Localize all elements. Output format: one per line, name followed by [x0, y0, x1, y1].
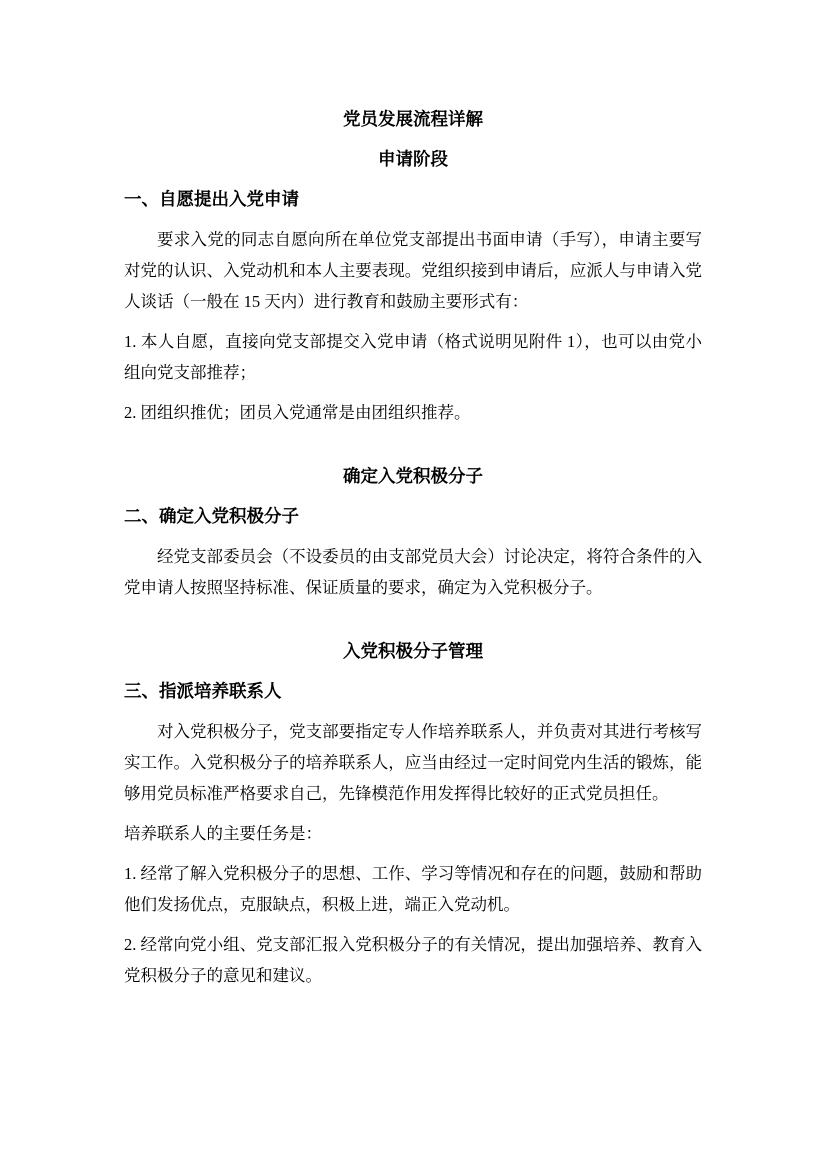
document-title: 党员发展流程详解 — [343, 109, 483, 129]
section-heading-3-assign-contact-person: 三、指派培养联系人 — [124, 681, 282, 701]
paragraph-application-intro: 要求入党的同志自愿向所在单位党支部提出书面申请（手写），申请主要写对党的认识、入党动机和本人主要表现。党组织接到申请后，应派人与申请入党人谈话（一般在 15 天内）进行教育和鼓励主要形式有： — [124, 230, 702, 311]
list-item-contact-task-1: 1. 经常了解入党积极分子的思想、工作、学习等情况和存在的问题，鼓励和帮助他们发扬优点，克服缺点，积极上进，端正入党动机。 — [124, 864, 702, 914]
paragraph-contact-person-tasks-lead: 培养联系人的主要任务是： — [124, 824, 322, 843]
stage-title-activist-determination: 确定入党积极分子 — [343, 466, 483, 486]
paragraph-activist-determination: 经党支部委员会（不设委员的由支部党员大会）讨论决定，将符合条件的入党申请人按照坚持标准、保证质量的要求，确定为入党积极分子。 — [124, 547, 702, 597]
list-item-contact-task-2: 2. 经常向党小组、党支部汇报入党积极分子的有关情况，提出加强培养、教育入党积极分子的意见和建议。 — [124, 935, 702, 985]
section-heading-1-voluntary-application: 一、自愿提出入党申请 — [124, 189, 299, 209]
stage-title-activist-management: 入党积极分子管理 — [343, 641, 483, 661]
stage-title-application: 申请阶段 — [378, 149, 448, 169]
paragraph-contact-person-requirements: 对入党积极分子，党支部要指定专人作培养联系人，并负责对其进行考核写实工作。入党积极分子的培养联系人，应当由经过一定时间党内生活的锻炼，能够用党员标准严格要求自己，先锋模范作用发挥得比较好的正式党员担任。 — [124, 722, 702, 803]
section-heading-2-determine-activists: 二、确定入党积极分子 — [124, 506, 299, 526]
list-item-application-form-2: 2. 团组织推优；团员入党通常是由团组织推荐。 — [124, 403, 471, 422]
list-item-application-form-1: 1. 本人自愿，直接向党支部提交入党申请（格式说明见附件 1），也可以由党小组向党支部推荐； — [124, 332, 703, 382]
